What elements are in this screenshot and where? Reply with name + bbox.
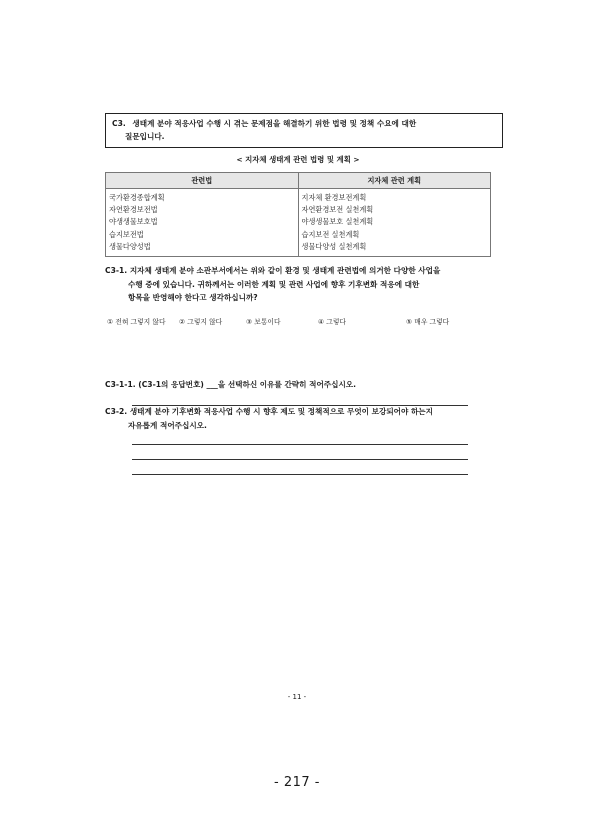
law-item: 국가환경종합계획 bbox=[109, 193, 165, 202]
question-text-line3: 항목을 반영해야 한다고 생각하십니까? bbox=[128, 293, 258, 302]
plan-item: 습지보전 실천계획 bbox=[301, 229, 360, 239]
question-text-line2: 자유롭게 적어주십시오. bbox=[128, 420, 207, 430]
answer-line[interactable] bbox=[132, 474, 468, 475]
plan-item: 자연환경보전 실천계획 bbox=[301, 205, 374, 215]
question-c3-2 bbox=[105, 405, 493, 432]
question-text-line1: 생태계 분야 적응사업 수행 시 겪는 문제점을 해결하기 위한 법령 및 정책 수요에 대한 bbox=[132, 119, 417, 128]
answer-line[interactable] bbox=[132, 459, 468, 460]
law-item: 야생생물보호법 bbox=[109, 217, 158, 227]
inner-page-number: - 11 - bbox=[287, 693, 307, 701]
question-text-line1: 생태계 분야 기후변화 적응사업 수행 시 향후 제도 및 정책적으로 무엇이 보강되어야 하는지 bbox=[129, 407, 433, 416]
column-header-plans: 지자체 관련 계획 bbox=[298, 173, 491, 189]
question-number: C3-2. bbox=[105, 407, 128, 416]
option-3[interactable]: ③ 보통이다 bbox=[246, 318, 281, 326]
plan-item: 야생생물보호 실천계획 bbox=[301, 217, 374, 227]
plans-cell bbox=[298, 189, 491, 257]
law-plan-table bbox=[105, 172, 491, 257]
option-1[interactable]: ① 전혀 그렇지 않다 bbox=[107, 318, 166, 326]
law-item: 습지보전법 bbox=[109, 229, 144, 239]
laws-cell bbox=[106, 189, 299, 257]
question-text-line1: 지자체 생태계 분야 소관부서에서는 위와 같이 환경 및 생태계 관련법에 의거한 다양한 사업을 bbox=[129, 266, 441, 275]
question-number: C3. bbox=[112, 119, 126, 128]
table-header-row bbox=[106, 173, 491, 189]
question-text-line2: 수행 중에 있습니다. 귀하께서는 이러한 계획 및 관련 사업에 향후 기후변화 적응에 대한 bbox=[128, 279, 420, 289]
question-text-line2: 질문입니다. bbox=[125, 132, 165, 141]
table-row bbox=[106, 189, 491, 257]
question-number: C3-1. bbox=[105, 266, 128, 275]
plan-item: 생물다양성 실천계획 bbox=[301, 241, 367, 251]
table-title: < 지자체 생태계 관련 법령 및 계획 > bbox=[236, 155, 360, 164]
option-2[interactable]: ② 그렇지 않다 bbox=[179, 318, 223, 326]
answer-options bbox=[0, 316, 594, 328]
question-c3-1-1: C3-1-1. (C3-1의 응답번호) ___을 선택하신 이유를 간략히 적어주십시오. bbox=[105, 380, 357, 389]
plan-item: 지자체 환경보전계획 bbox=[301, 193, 367, 202]
law-item: 생물다양성법 bbox=[109, 241, 151, 251]
option-5[interactable]: ⑤ 매우 그렇다 bbox=[406, 318, 450, 326]
law-item: 자연환경보전법 bbox=[109, 205, 158, 215]
question-c3-1 bbox=[105, 264, 493, 305]
outer-page-number: - 217 - bbox=[274, 775, 320, 790]
column-header-laws: 관련법 bbox=[106, 173, 299, 189]
question-c3-box bbox=[105, 113, 503, 148]
answer-line[interactable] bbox=[132, 444, 468, 445]
option-4[interactable]: ④ 그렇다 bbox=[318, 318, 346, 326]
